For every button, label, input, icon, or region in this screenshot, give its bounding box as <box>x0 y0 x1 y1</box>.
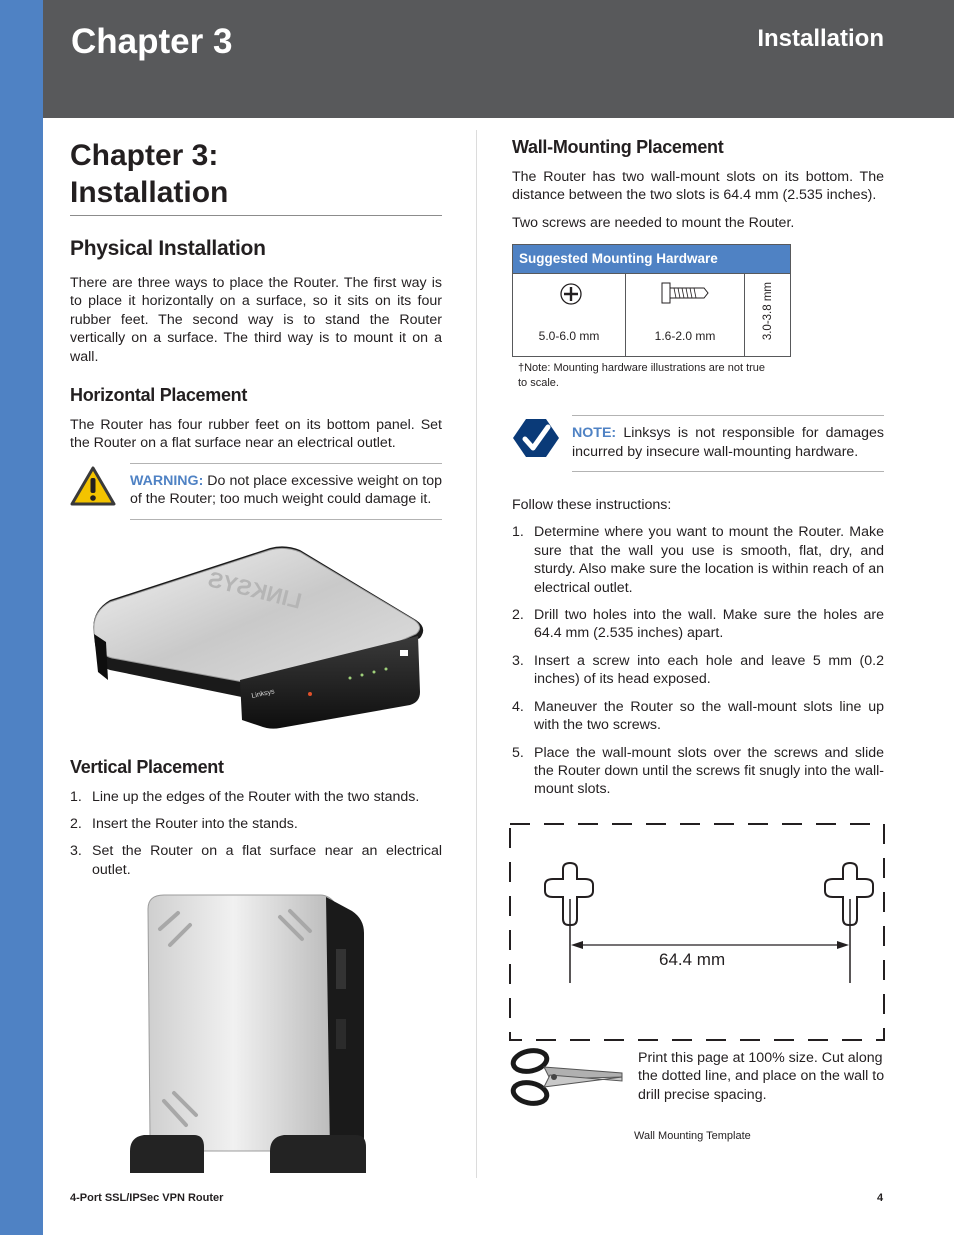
router-panel-brand: Linksys <box>250 687 276 700</box>
warning-callout <box>130 463 442 520</box>
physical-intro: There are three ways to place the Router. The first way is to place it horizontally on a surface, so it sits on its four rubber feet. The second way is to stand the Router vertically on a surface. The third way is to mount it on a wall. <box>70 275 442 365</box>
header-chapter-title: Chapter 3 <box>71 22 233 61</box>
screw-side-icon <box>660 282 710 304</box>
list-item <box>70 788 442 806</box>
list-item <box>512 652 884 689</box>
mounting-hardware-table <box>512 244 791 357</box>
template-caption: Wall Mounting Template <box>634 1129 751 1142</box>
step-number: 1. <box>70 788 82 805</box>
note-label: NOTE: <box>572 425 617 442</box>
physical-heading: Physical Installation <box>70 237 266 260</box>
left-slot-icon <box>535 863 595 983</box>
vertical-heading: Vertical Placement <box>70 756 224 777</box>
screw-shaft-size: 1.6-2.0 mm <box>654 328 716 343</box>
horizontal-heading: Horizontal Placement <box>70 385 248 406</box>
right-slot-icon <box>825 863 873 983</box>
list-item <box>512 606 884 643</box>
table-header: Suggested Mounting Hardware <box>513 245 790 274</box>
step-text: Drill two holes into the wall. Make sure the holes are 64.4 mm (2.535 inches) apart. <box>534 607 884 642</box>
table-cell <box>745 274 790 356</box>
screw-length: 3.0-3.8 mm <box>762 282 774 341</box>
cut-instruction-text: Print this page at 100% size. Cut along the dotted line, and place on the wall to drill precise spacing. <box>638 1049 885 1103</box>
step-text: Insert a screw into each hole and leave 5 mm (0.2 inches) of its head exposed. <box>534 652 884 688</box>
list-item <box>512 744 884 799</box>
header-section-title: Installation <box>757 25 884 52</box>
left-column <box>70 130 442 1179</box>
step-number: 4. <box>512 698 524 715</box>
sidebar-stripe <box>0 0 43 1235</box>
note-text: Linksys is not responsible for damages incurred by insecure wall-mounting hardware. <box>572 425 884 460</box>
wall-heading: Wall-Mounting Placement <box>512 137 724 157</box>
page-title-line1: Chapter 3: <box>70 139 219 172</box>
step-number: 3. <box>512 652 524 669</box>
horizontal-text: The Router has four rubber feet on its bottom panel. Set the Router on a flat surface near an electrical outlet. <box>70 417 442 452</box>
table-cell <box>513 274 626 356</box>
dimension-arrow <box>571 941 849 949</box>
footer-product: 4-Port SSL/IPSec VPN Router <box>70 1192 224 1204</box>
router-horizontal-image <box>80 542 442 742</box>
checkmark-icon <box>512 418 560 463</box>
list-item <box>70 815 442 833</box>
step-text: Set the Router on a flat surface near an electrical outlet. <box>92 843 442 878</box>
page-title-line2: Installation <box>70 176 229 209</box>
step-text: Place the wall-mount slots over the screws and slide the Router down until the screws fit snugly into the wall-mount slots. <box>534 744 884 798</box>
table-footnote: †Note: Mounting hardware illustrations are not true to scale. <box>518 362 766 390</box>
note-callout <box>572 415 884 472</box>
wall-text-2: Two screws are needed to mount the Router. <box>512 214 795 231</box>
warning-text: Do not place excessive weight on top of the Router; too much weight could damage it. <box>130 472 442 508</box>
chapter-header <box>43 0 954 118</box>
warning-label: WARNING: <box>130 472 204 489</box>
scissors-icon <box>510 1047 624 1112</box>
router-vertical-image <box>130 889 442 1179</box>
step-number: 1. <box>512 524 524 541</box>
step-text: Line up the edges of the Router with the two stands. <box>92 788 420 805</box>
table-row <box>513 274 790 356</box>
list-item <box>512 523 884 597</box>
step-text: Insert the Router into the stands. <box>92 816 298 833</box>
right-column <box>512 130 885 1142</box>
list-item <box>70 842 442 879</box>
step-number: 2. <box>512 607 524 624</box>
cut-instructions <box>512 1045 885 1142</box>
wall-text-1: The Router has two wall-mount slots on its bottom. The distance between the two slots is 64.4 mm (2.535 inches). <box>512 169 884 204</box>
step-number: 3. <box>70 843 82 860</box>
router-brand-mark: LINKSYS <box>205 566 305 614</box>
table-cell <box>626 274 745 356</box>
column-divider <box>476 130 477 1178</box>
screw-head-icon <box>559 282 583 306</box>
follow-text: Follow these instructions: <box>512 497 672 514</box>
wall-steps <box>512 523 884 798</box>
page-number: 4 <box>877 1192 884 1204</box>
step-text: Determine where you want to mount the Router. Make sure that the wall you use is smooth, flat, dry, and sturdy. Also make sure the location is within reach of an electrical outlet. <box>534 524 884 596</box>
list-item <box>512 698 884 735</box>
step-text: Maneuver the Router so the wall-mount slots line up with the two screws. <box>534 698 884 734</box>
page-title <box>70 130 442 216</box>
screw-head-size: 5.0-6.0 mm <box>538 328 600 343</box>
template-dimension-label: 64.4 mm <box>659 949 726 969</box>
wall-mount-template <box>509 823 885 1041</box>
step-number: 5. <box>512 744 524 761</box>
warning-icon <box>70 466 116 511</box>
step-number: 2. <box>70 816 82 833</box>
vertical-steps <box>70 788 442 880</box>
